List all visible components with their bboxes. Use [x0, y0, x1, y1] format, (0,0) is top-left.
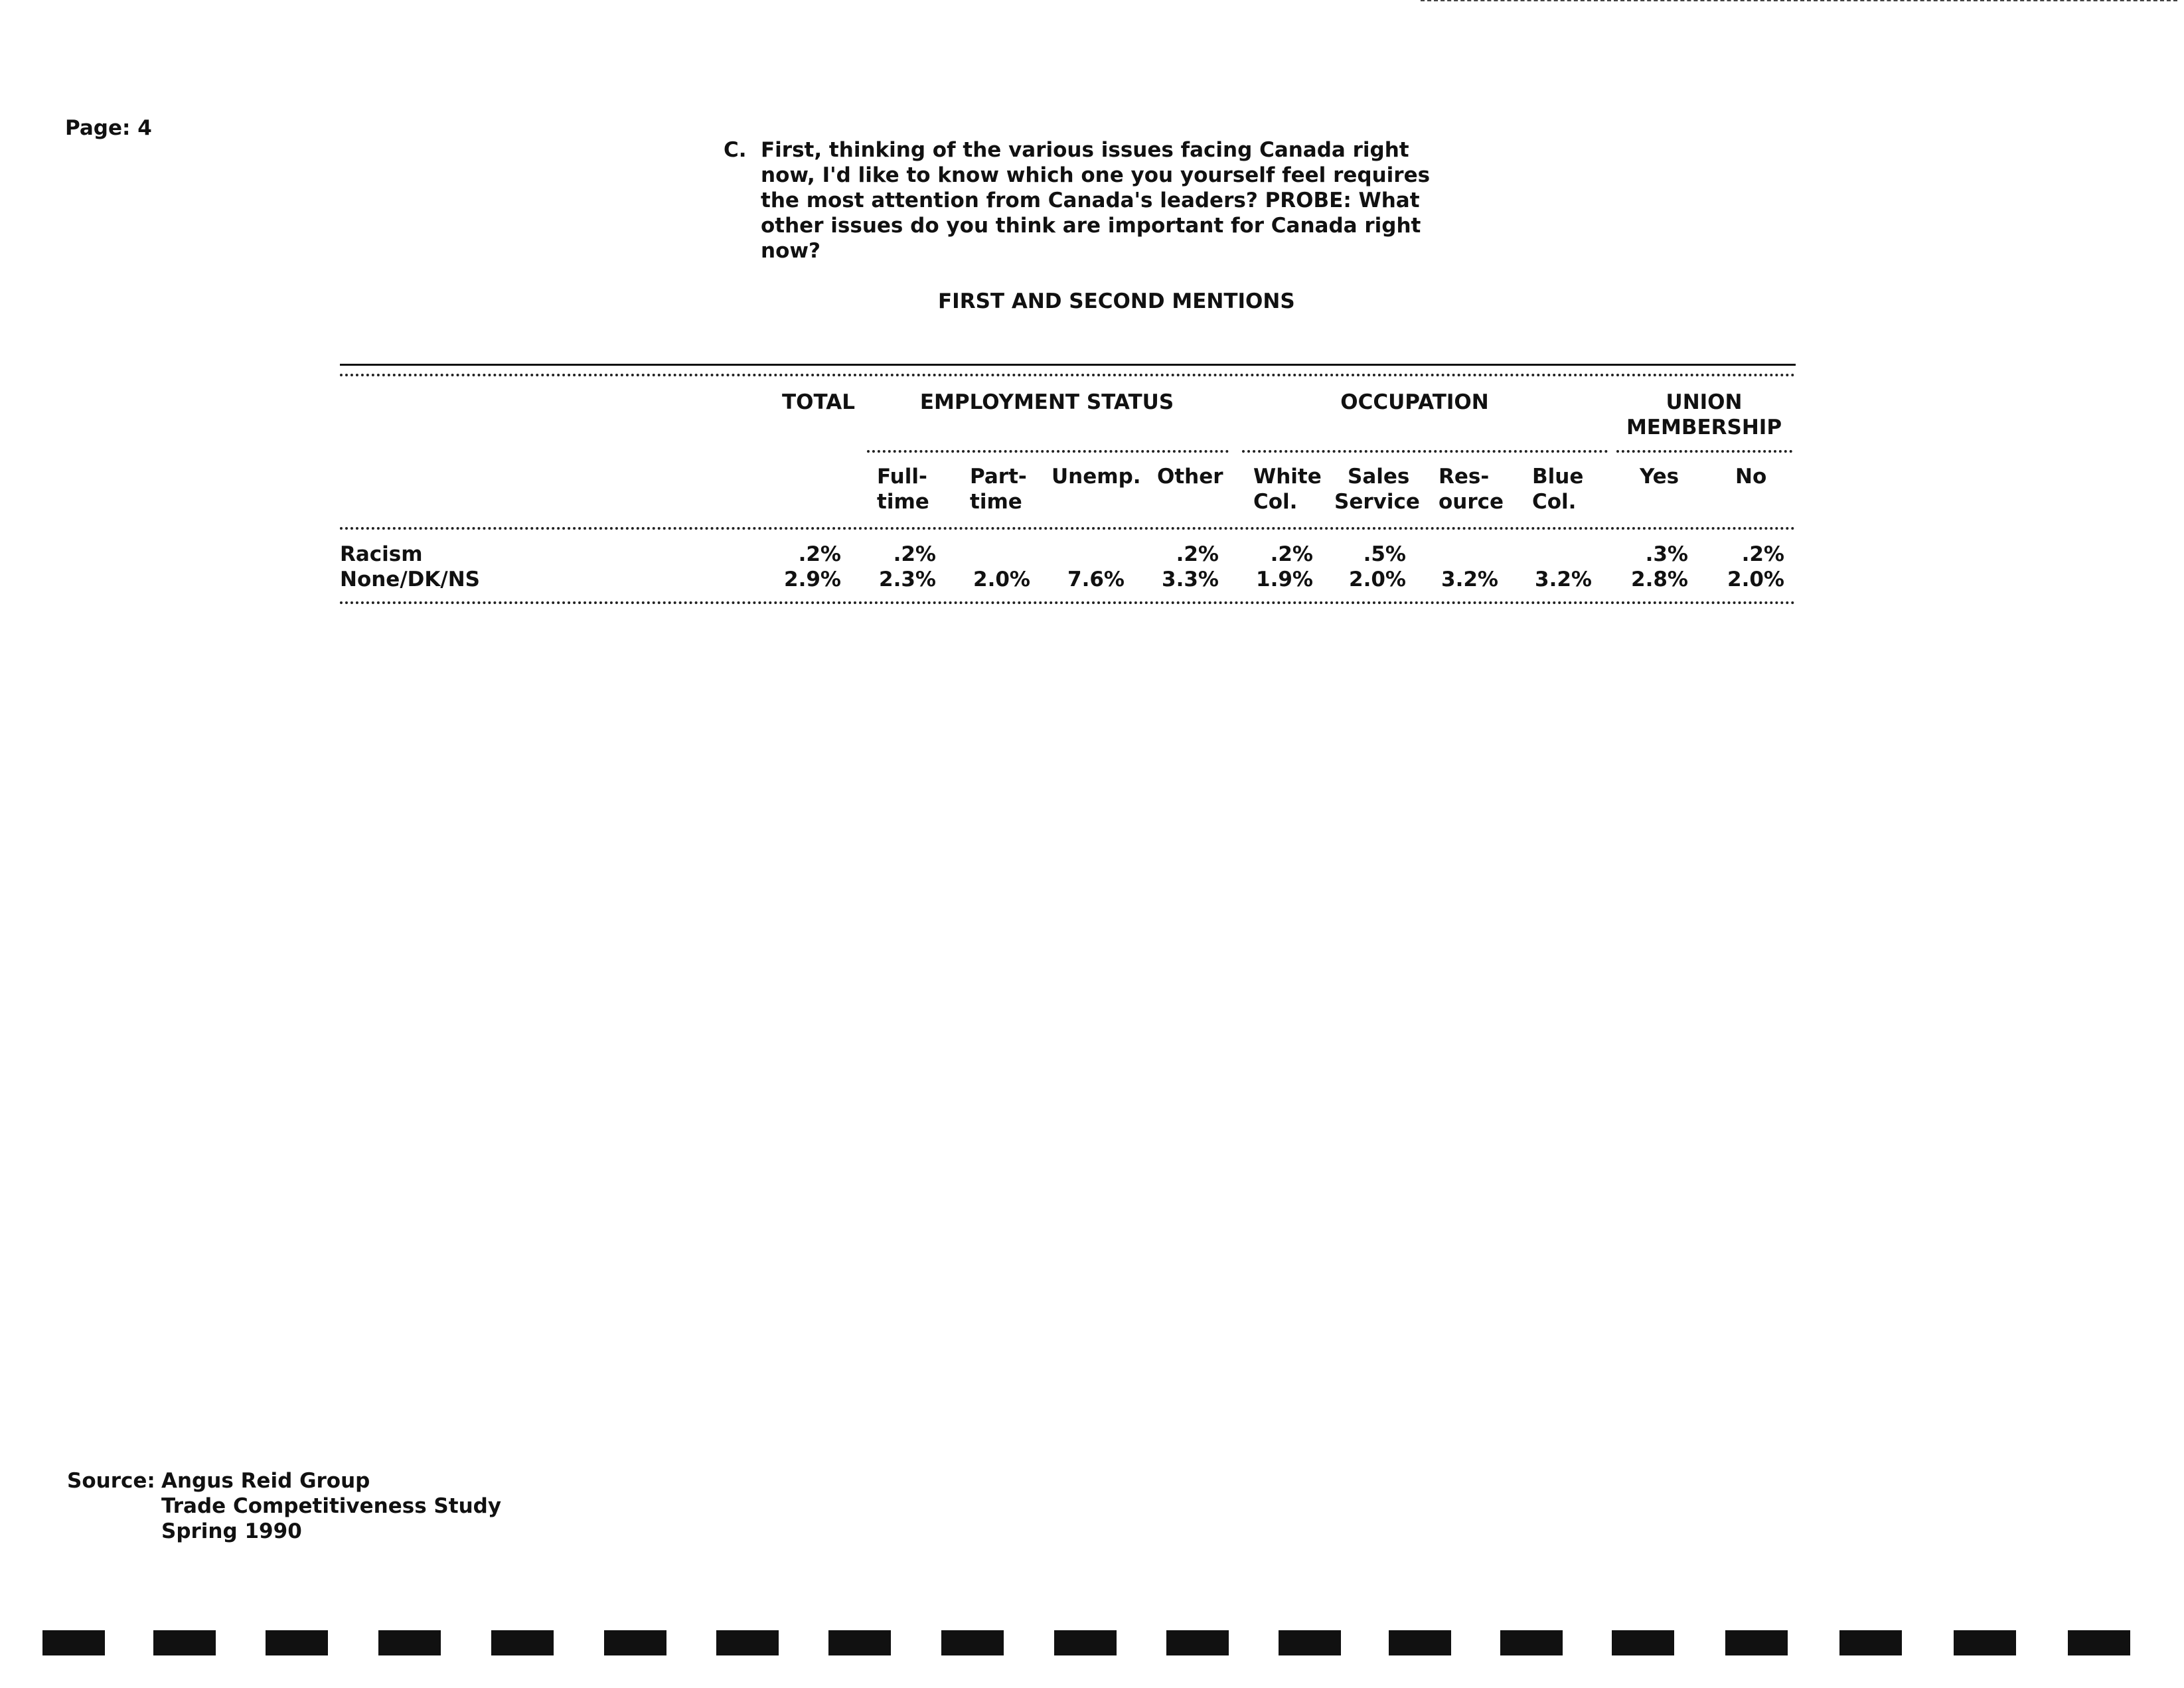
table-cell: 3.3% — [1162, 568, 1219, 591]
timing-mark — [2068, 1630, 2130, 1655]
table-cell: 3.2% — [1535, 568, 1592, 591]
source-label: Source: — [67, 1469, 155, 1493]
timing-mark — [1166, 1630, 1229, 1655]
header-union-membership — [1626, 390, 1782, 440]
row-label: Racism — [340, 542, 423, 566]
timing-mark — [941, 1630, 1004, 1655]
source-line: Spring 1990 — [161, 1519, 302, 1543]
table-bottom-rule — [340, 601, 1796, 604]
table-cell: 2.0% — [1727, 568, 1784, 591]
header-union-line: MEMBERSHIP — [1626, 416, 1782, 439]
table-cell: .2% — [798, 542, 841, 566]
table-cell: 3.2% — [1441, 568, 1498, 591]
table-cell: 1.9% — [1256, 568, 1313, 591]
question-letter: C. — [724, 138, 747, 162]
scan-timing-marks — [0, 1630, 2184, 1663]
scan-top-edge-line — [1421, 0, 2177, 1]
column-header-line: Unemp. — [1052, 465, 1141, 489]
occupation-group-rule — [1242, 450, 1608, 453]
table-cell: 7.6% — [1067, 568, 1125, 591]
employment-group-rule — [867, 450, 1229, 453]
column-header-line: Other — [1157, 465, 1223, 489]
timing-mark — [266, 1630, 328, 1655]
table-cell: .2% — [1741, 542, 1784, 566]
table-subtitle: FIRST AND SECOND MENTIONS — [938, 289, 1295, 313]
timing-mark — [1389, 1630, 1451, 1655]
header-total: TOTAL — [782, 390, 855, 414]
question-line: now, I'd like to know which one you yourself feel requires — [761, 163, 1431, 187]
table-cell: 2.0% — [1349, 568, 1406, 591]
timing-mark — [604, 1630, 666, 1655]
table-cell: .3% — [1645, 542, 1688, 566]
column-header-line: Service — [1334, 490, 1420, 514]
timing-mark — [1054, 1630, 1117, 1655]
table-cell: 2.3% — [879, 568, 936, 591]
table-cell: 2.0% — [973, 568, 1030, 591]
column-header-line: Full- — [877, 465, 927, 489]
header-bottom-rule — [340, 527, 1796, 530]
column-header-full-time — [877, 464, 929, 514]
column-header-line: Col. — [1253, 490, 1298, 514]
column-header-resource — [1439, 464, 1504, 514]
header-employment-status: EMPLOYMENT STATUS — [919, 390, 1174, 414]
timing-mark — [378, 1630, 441, 1655]
column-header-sales-service — [1334, 464, 1420, 514]
table-cell: 2.8% — [1631, 568, 1688, 591]
column-header-line: Res- — [1439, 465, 1490, 489]
column-header-union-yes — [1640, 464, 1679, 489]
timing-mark — [42, 1630, 105, 1655]
table-cell: 2.9% — [784, 568, 841, 591]
table-cell: .2% — [1176, 542, 1219, 566]
column-header-unemployed — [1052, 464, 1141, 489]
timing-mark — [716, 1630, 779, 1655]
timing-mark — [828, 1630, 891, 1655]
question-line: now? — [761, 239, 820, 263]
source-line: Angus Reid Group — [161, 1469, 370, 1493]
timing-mark — [1500, 1630, 1563, 1655]
timing-mark — [1954, 1630, 2016, 1655]
column-header-line: ource — [1439, 490, 1504, 514]
timing-mark — [491, 1630, 554, 1655]
table-cell: .2% — [1270, 542, 1313, 566]
column-header-line: Yes — [1640, 465, 1679, 489]
column-header-line: Col. — [1532, 490, 1577, 514]
column-header-line: White — [1253, 465, 1322, 489]
timing-mark — [153, 1630, 216, 1655]
column-header-blue-collar — [1532, 464, 1583, 514]
table-top-rule — [340, 364, 1796, 366]
timing-mark — [1725, 1630, 1788, 1655]
column-header-line: Blue — [1532, 465, 1584, 489]
timing-mark — [1279, 1630, 1341, 1655]
page-number: Page: 4 — [65, 116, 152, 140]
timing-mark — [1839, 1630, 1902, 1655]
column-header-other — [1157, 464, 1223, 489]
column-header-white-collar — [1253, 464, 1322, 514]
header-occupation: OCCUPATION — [1340, 390, 1489, 414]
column-header-line: No — [1735, 465, 1767, 489]
question-line: other issues do you think are important for Canada right — [761, 214, 1421, 238]
row-label: None/DK/NS — [340, 568, 481, 591]
column-header-line: Sales — [1348, 465, 1410, 489]
column-header-part-time — [970, 464, 1027, 514]
column-header-line: time — [970, 490, 1022, 514]
question-line: the most attention from Canada's leaders? PROBE: What — [761, 189, 1420, 212]
question-line: First, thinking of the various issues facing Canada right — [761, 138, 1409, 162]
union-group-rule — [1616, 450, 1792, 453]
column-header-line: Part- — [970, 465, 1027, 489]
column-header-line: time — [877, 490, 929, 514]
source-line: Trade Competitiveness Study — [161, 1494, 502, 1518]
header-union-line: UNION — [1666, 390, 1743, 414]
table-cell: .2% — [893, 542, 936, 566]
timing-mark — [1612, 1630, 1674, 1655]
column-header-union-no — [1735, 464, 1766, 489]
table-top-dashed-rule — [340, 374, 1796, 376]
table-cell: .5% — [1363, 542, 1406, 566]
